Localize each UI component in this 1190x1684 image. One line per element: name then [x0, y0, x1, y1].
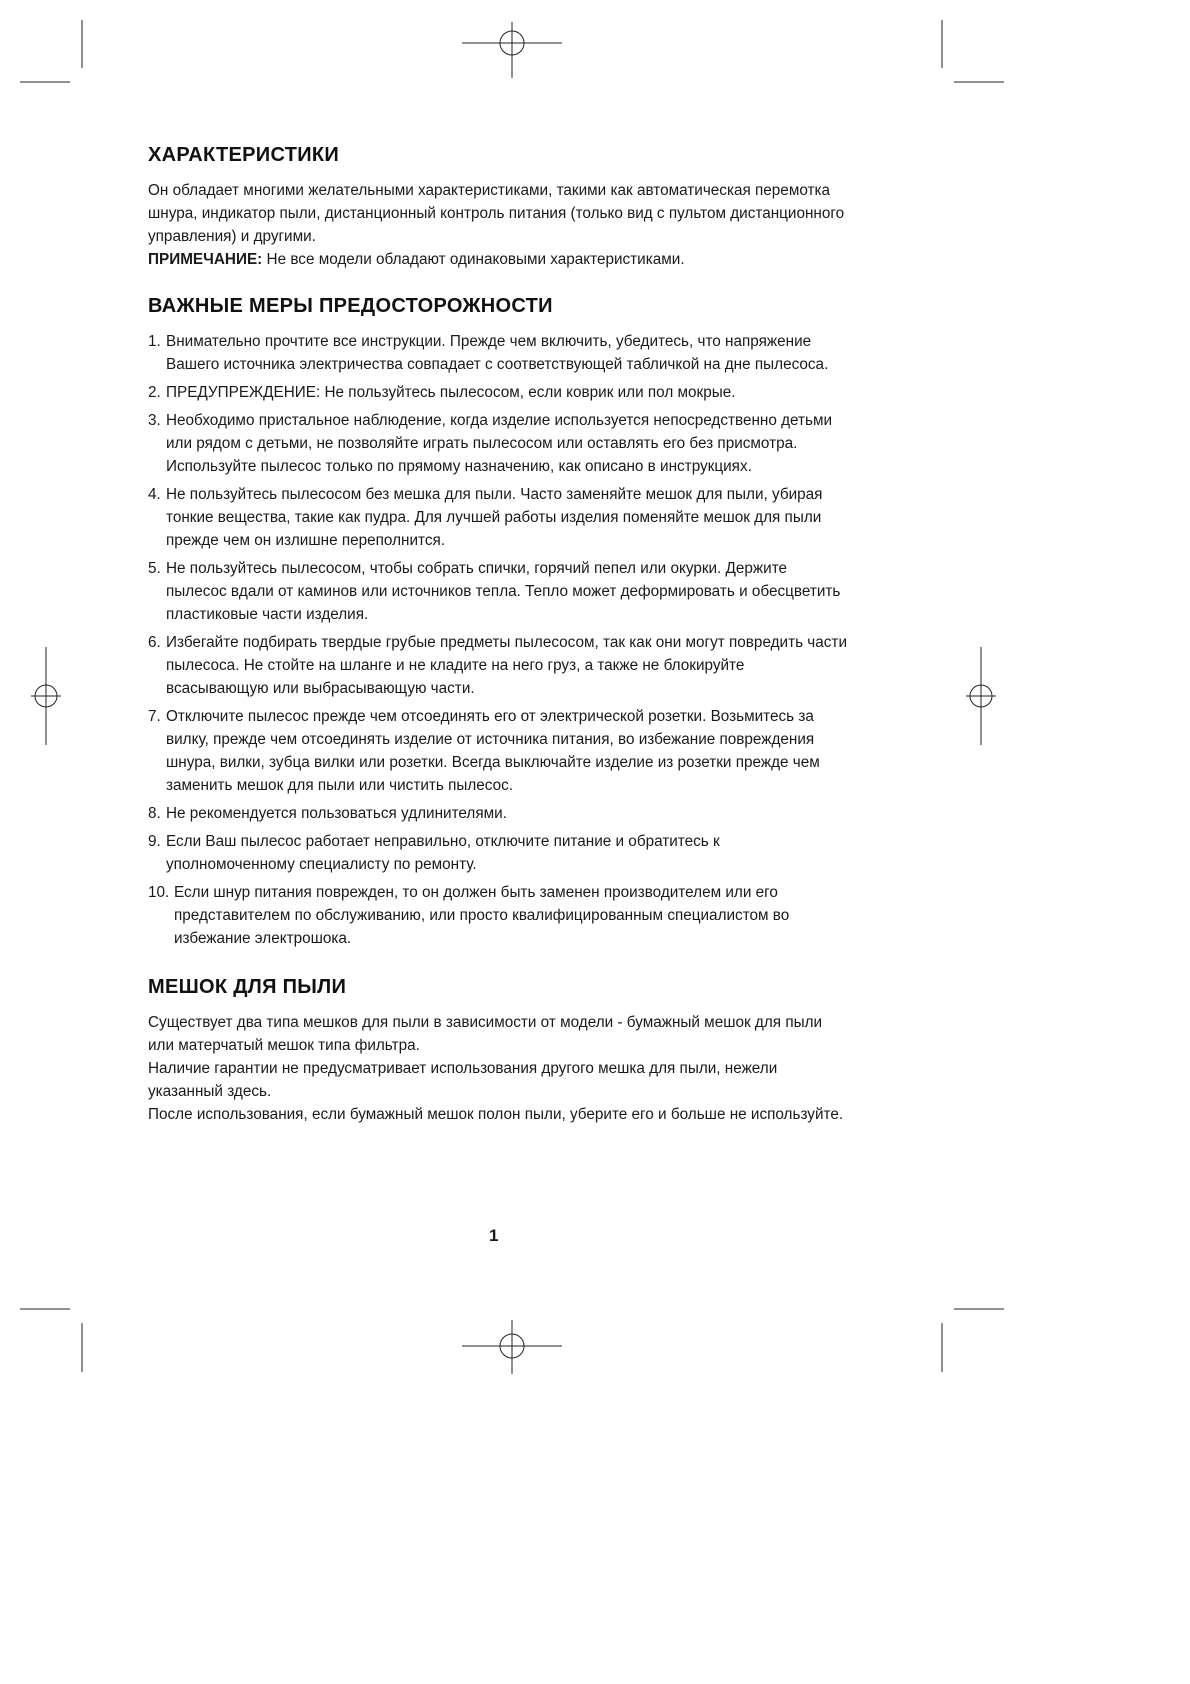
item-number: 8.	[148, 805, 161, 822]
item-number: 4.	[148, 486, 161, 503]
item-text: Внимательно прочтите все инструкции. Прежде чем включить, убедитесь, что напряжение Вашего источника электричества совпадает с соответствующей табличкой на дне пылесоса.	[166, 333, 829, 373]
note-text: Не все модели обладают одинаковыми характеристиками.	[262, 251, 685, 268]
list-item	[148, 330, 848, 376]
list-item	[148, 802, 848, 825]
item-number: 2.	[148, 384, 161, 401]
item-number: 1.	[148, 333, 161, 350]
note-label: ПРИМЕЧАНИЕ:	[148, 251, 263, 268]
dust-bag-paragraph-1: Существует два типа мешков для пыли в зависимости от модели - бумажный мешок для пыли или матерчатый мешок типа фильтра.	[148, 1014, 823, 1054]
item-text: Необходимо пристальное наблюдение, когда изделие используется непосредственно детьми или рядом с детьми, не позволяйте играть пылесосом или оставлять его без присмотра. Используйте пылесос только по прямому назначению, как описано в инструкциях.	[166, 412, 833, 475]
list-item	[148, 881, 848, 950]
item-text: Избегайте подбирать твердые грубые предметы пылесосом, так как они могут повредить части пылесоса. Не стойте на шланге и не кладите на него груз, а также не блокируйте всасывающую или выбрасывающую части.	[166, 634, 847, 697]
item-number: 9.	[148, 833, 161, 850]
dust-bag-section	[148, 976, 848, 1126]
list-item	[148, 409, 848, 478]
features-paragraph: Он обладает многими желательными характеристиками, такими как автоматическая перемотка шнура, индикатор пыли, дистанционный контроль питания (только вид с пультом дистанционного управления) и другими.	[148, 182, 845, 245]
list-item	[148, 557, 848, 626]
list-item	[148, 381, 848, 404]
item-text: Не пользуйтесь пылесосом, чтобы собрать спички, горячий пепел или окурки. Держите пылесос вдали от каминов или источников тепла. Тепло может деформировать и обесцветить пластиковые части изделия.	[166, 560, 841, 623]
item-number: 7.	[148, 708, 161, 725]
list-item	[148, 705, 848, 797]
item-number: 5.	[148, 560, 161, 577]
dust-bag-paragraph-2: Наличие гарантии не предусматривает использования другого мешка для пыли, нежели указанный здесь.	[148, 1060, 778, 1100]
item-text: Не пользуйтесь пылесосом без мешка для пыли. Часто заменяйте мешок для пыли, убирая тонкие вещества, такие как пудра. Для лучшей работы изделия поменяйте мешок для пыли прежде чем он излишне переполнится.	[166, 486, 823, 549]
precautions-list	[148, 330, 848, 950]
features-note	[148, 248, 848, 271]
list-item	[148, 631, 848, 700]
item-text: Если Ваш пылесос работает неправильно, отключите питание и обратитесь к уполномоченному специалисту по ремонту.	[166, 833, 720, 873]
registration-mark-left	[31, 647, 61, 745]
registration-mark-top	[462, 22, 562, 78]
dust-bag-heading: МЕШОК ДЛЯ ПЫЛИ	[148, 976, 347, 998]
dust-bag-paragraph-3: После использования, если бумажный мешок полон пыли, уберите его и больше не используйте.	[148, 1106, 844, 1123]
page-content	[148, 144, 848, 1126]
item-text: Отключите пылесос прежде чем отсоединять его от электрической розетки. Возьмитесь за вилку, прежде чем отсоединять изделие от источника питания, во избежание повреждения шнура, вилки, зубца вилки или розетки. Всегда выключайте изделие из розетки прежде чем заменить мешок для пыли или чистить пылесос.	[166, 708, 820, 794]
list-item	[148, 483, 848, 552]
precautions-section	[148, 295, 848, 950]
list-item	[148, 830, 848, 876]
item-text: ПРЕДУПРЕЖДЕНИЕ: Не пользуйтесь пылесосом, если коврик или пол мокрые.	[166, 384, 736, 401]
page-number: 1	[489, 1226, 499, 1245]
item-number: 10.	[148, 884, 170, 901]
item-text: Не рекомендуется пользоваться удлинителями.	[166, 805, 507, 822]
precautions-heading: ВАЖНЫЕ МЕРЫ ПРЕДОСТОРОЖНОСТИ	[148, 295, 553, 317]
features-heading: ХАРАКТЕРИСТИКИ	[148, 144, 340, 166]
registration-mark-right	[966, 647, 996, 745]
item-number: 6.	[148, 634, 161, 651]
registration-mark-bottom	[462, 1320, 562, 1374]
features-section	[148, 144, 848, 271]
item-number: 3.	[148, 412, 161, 429]
item-text: Если шнур питания поврежден, то он должен быть заменен производителем или его представителем по обслуживанию, или просто квалифицированным специалистом во избежание электрошока.	[174, 884, 790, 947]
